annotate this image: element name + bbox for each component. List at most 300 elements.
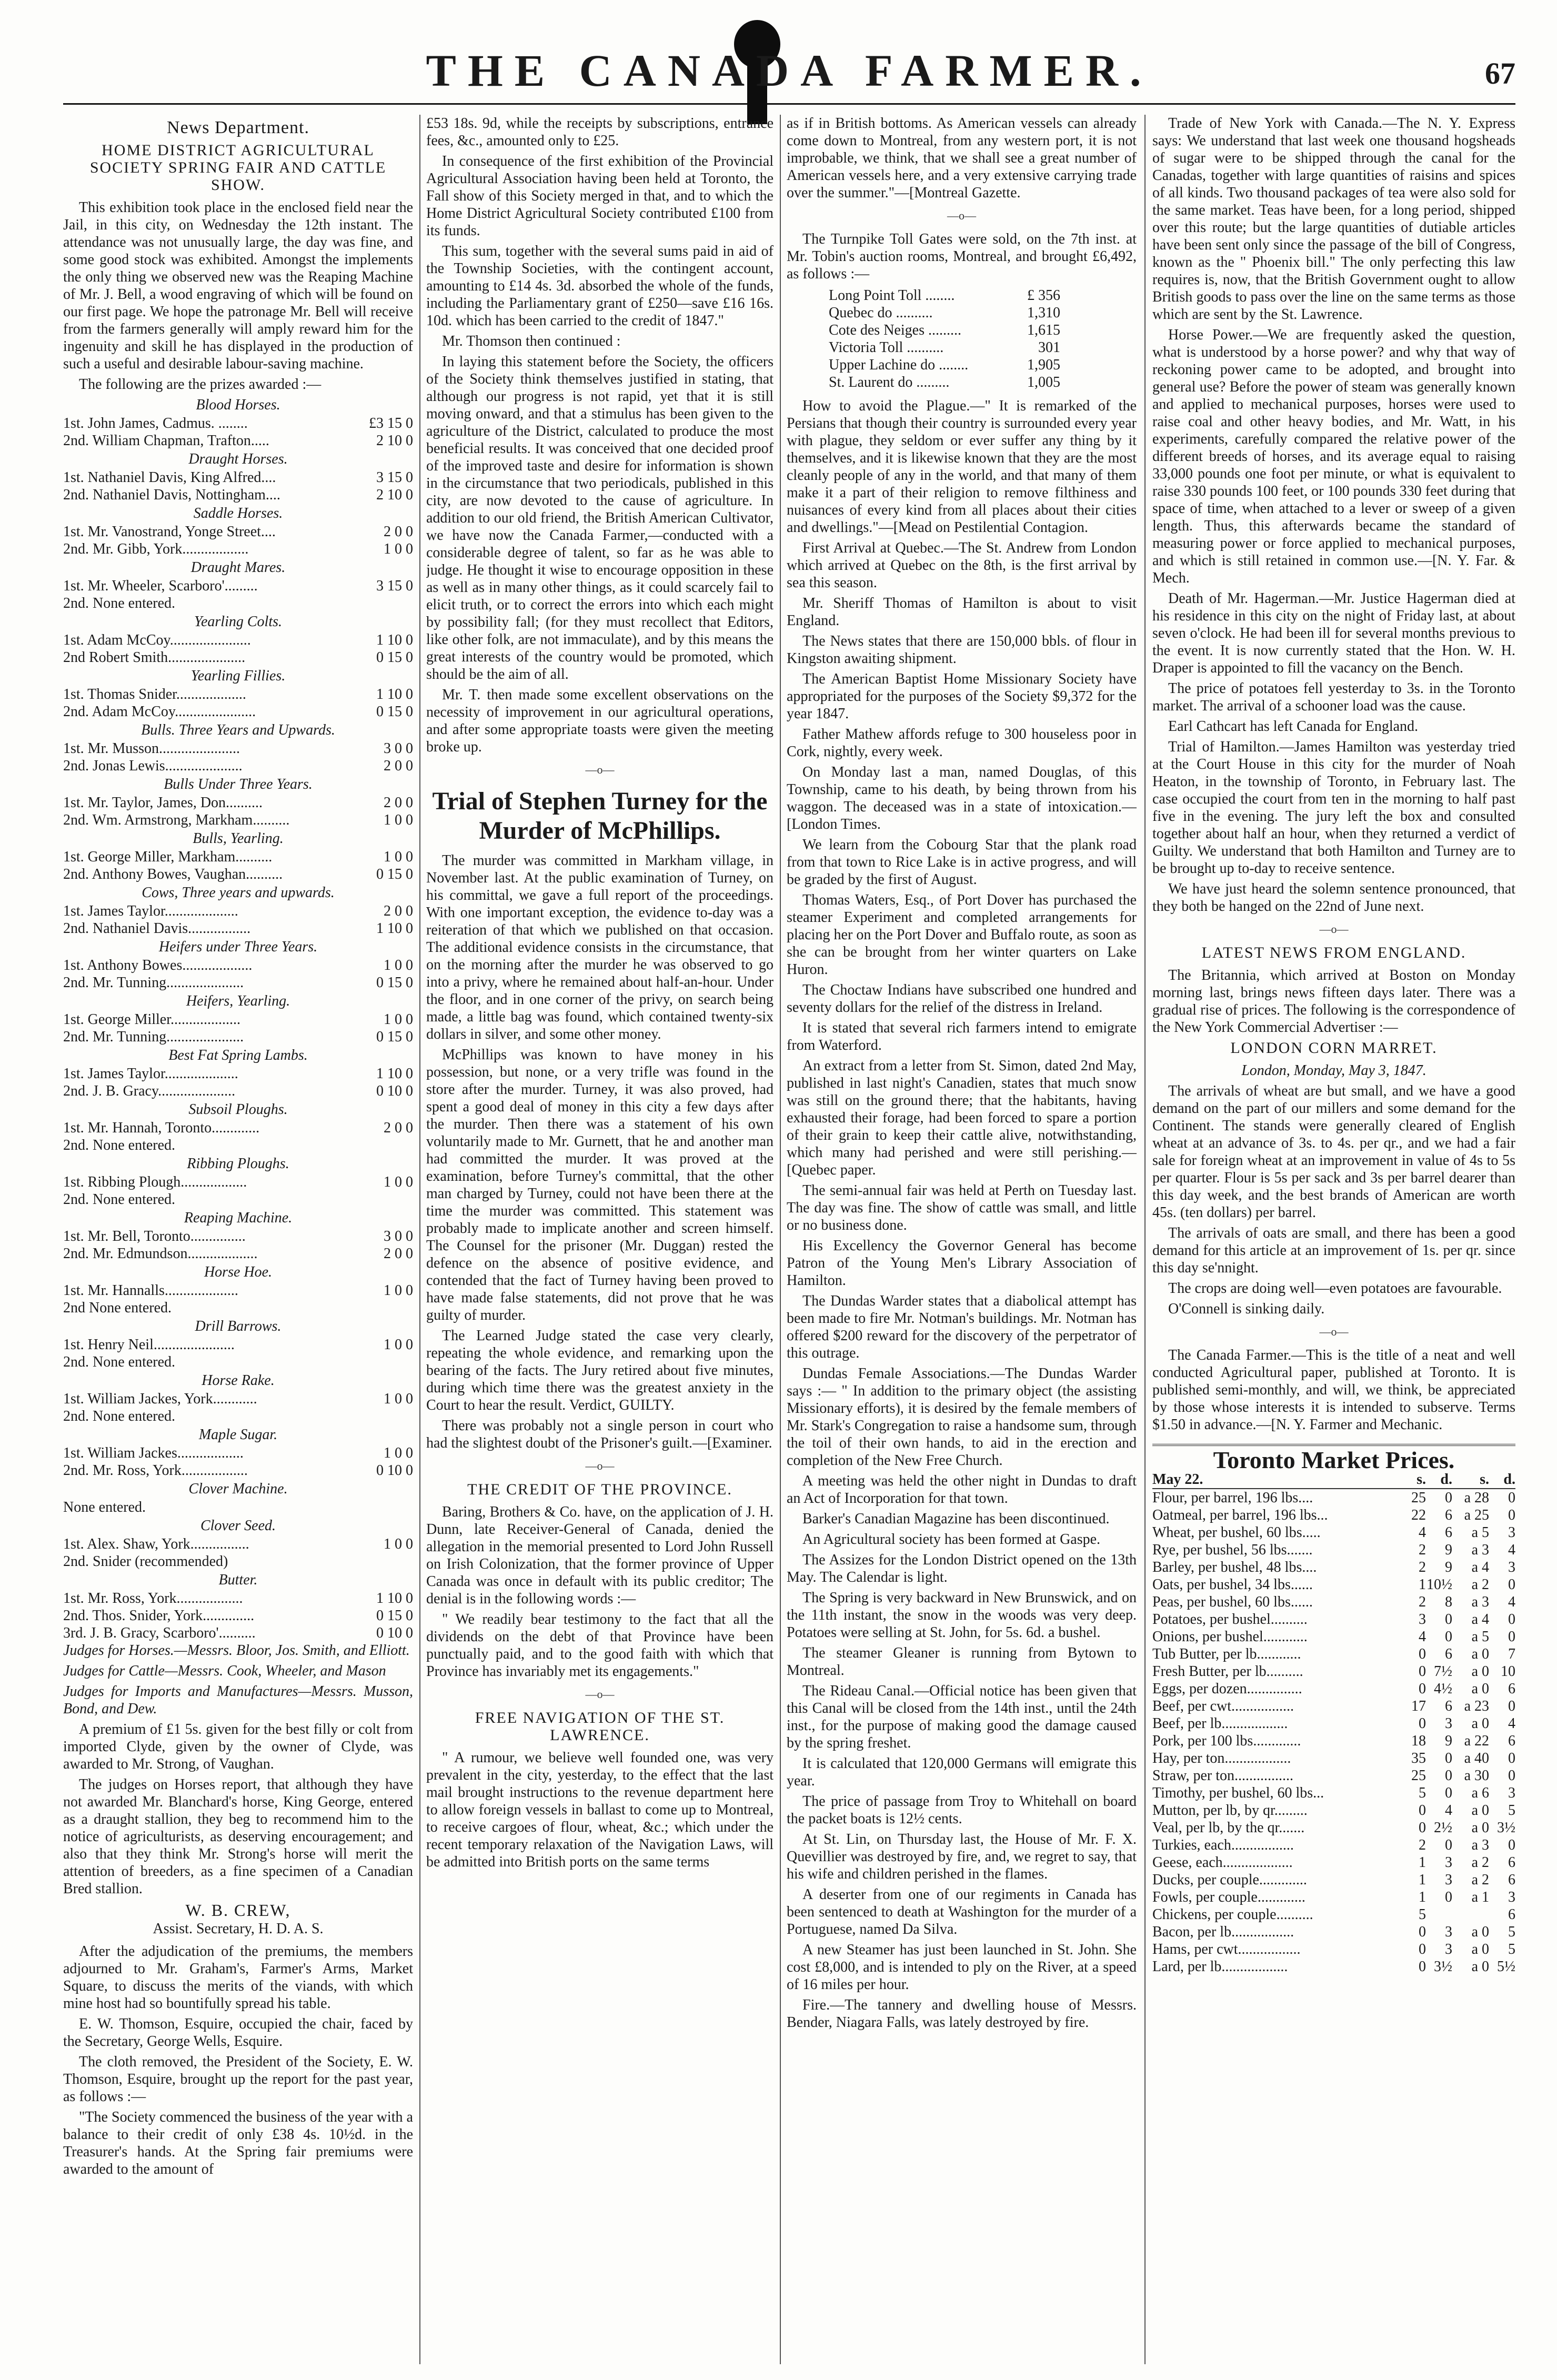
market-price: a 3 (1471, 1837, 1489, 1853)
prize-row (63, 974, 413, 991)
market-price: a 0 (1471, 1663, 1489, 1680)
market-row (1152, 1576, 1515, 1593)
article-paragraph: Father Mathew affords refuge to 300 houseless poor in Cork, nightly, every week. (787, 726, 1137, 760)
prize-winner: 1st. Mr. Taylor, James, Don.......... (63, 795, 263, 811)
prize-amount (408, 595, 413, 612)
article-paragraph: Horse Power.—We are frequently asked the question, what is understood by a horse power? and why that way of reckoning power came to be adopted, and brought into general use? Before the power of steam was generally known and applied to mechanical purposes, horses were used to raise coal and other heavy bodies, and Mr. Watt, in his experiments, carefully compared the relative power of the different breeds of horses, and its average equal to raising 33,000 pounds one foot per minute, or what is equivalent to raise 330 pounds 100 feet, or 100 pounds 330 feet during that space of time, when attached to a lever or sweep of a given length. Thus, this afterwards became the standard of measuring power or force applied to mechanical purposes, and which is still retained in common use.—[N. Y. Far. & Mech. (1152, 327, 1515, 586)
prize-winner: 2nd. None entered. (63, 1408, 176, 1424)
market-price: 0 (1419, 1941, 1426, 1957)
separator: —o— (585, 1688, 615, 1701)
prize-amount: 0 15 0 (376, 704, 413, 720)
market-col-header: s. (1480, 1471, 1489, 1488)
market-item: Tub Butter, per lb............ (1152, 1646, 1301, 1662)
prize-row (63, 1590, 413, 1607)
prize-row (63, 811, 413, 829)
market-row (1152, 1507, 1515, 1524)
market-price: a 4 (1471, 1611, 1489, 1628)
column-rule (419, 115, 420, 2364)
market-price: 0 (1445, 1490, 1452, 1506)
prize-row (63, 1408, 413, 1425)
article-paragraph: Mr. T. then made some excellent observations on the necessity of improvement in our agricultural operations, and after some appropriate toasts were given the meeting broke up. (426, 687, 774, 755)
toll-name: St. Laurent do ......... (829, 374, 950, 390)
prize-winner: 1st. James Taylor.................... (63, 903, 238, 919)
market-row (1152, 1923, 1515, 1941)
market-item: Pork, per 100 lbs............. (1152, 1733, 1301, 1749)
prize-amount: 1 10 0 (376, 1066, 413, 1082)
market-price: 0 (1419, 1646, 1426, 1662)
market-item: Lard, per lb.................. (1152, 1959, 1288, 1975)
market-price: 7 (1508, 1646, 1515, 1662)
market-row (1152, 1680, 1515, 1698)
market-row (1152, 1611, 1515, 1628)
toll-name: Upper Lachine do ........ (829, 357, 969, 373)
prize-row (63, 1065, 413, 1082)
prize-winner: 2nd. Mr. Tunning..................... (63, 975, 244, 991)
market-price: 0 (1419, 1663, 1426, 1680)
separator: —o— (947, 209, 976, 222)
article-paragraph: £53 18s. 9d, while the receipts by subscriptions, entrance fees, &c., amounted only to £25. (426, 115, 774, 149)
prize-row (63, 848, 413, 866)
article-headline: FREE NAVIGATION OF THE ST. LAWRENCE. (475, 1709, 725, 1744)
toll-amount: 1,905 (1027, 357, 1060, 373)
market-price: 17 (1411, 1698, 1426, 1714)
market-row (1152, 1958, 1515, 1975)
market-item: Peas, per bushel, 60 lbs...... (1152, 1594, 1313, 1610)
article-paragraph: The following are the prizes awarded :— (79, 376, 322, 393)
prize-amount: 1 0 0 (384, 1011, 413, 1028)
prize-category: Horse Hoe. (204, 1264, 273, 1280)
page-number: 67 (1485, 56, 1515, 91)
toll-name: Quebec do .......... (829, 305, 933, 321)
market-price: 5 (1419, 1906, 1426, 1923)
prize-row (63, 1028, 413, 1046)
market-row (1152, 1541, 1515, 1559)
market-price: 6 (1508, 1681, 1515, 1697)
market-price: a 5 (1471, 1524, 1489, 1541)
prize-row (63, 757, 413, 775)
market-price: 7½ (1434, 1663, 1452, 1680)
masthead-title: THE CANADA FARMER. (426, 45, 1153, 96)
market-price: a 0 (1471, 1941, 1489, 1957)
prize-category: Horse Rake. (202, 1372, 275, 1389)
prize-category: Ribbing Ploughs. (187, 1156, 289, 1172)
prize-amount: 1 0 0 (384, 1536, 413, 1552)
prize-winner: 1st. Ribbing Plough.................. (63, 1174, 247, 1190)
article-headline: THE CREDIT OF THE PROVINCE. (467, 1481, 732, 1498)
article-paragraph: The News states that there are 150,000 bbls. of flour in Kingston awaiting shipment. (787, 633, 1137, 667)
market-item: Flour, per barrel, 196 lbs.... (1152, 1490, 1313, 1506)
prize-amount: 0 15 0 (376, 1608, 413, 1624)
prize-winner: 2nd. Nathaniel Davis, Nottingham.... (63, 487, 280, 503)
market-date: May 22. (1152, 1471, 1203, 1488)
market-price: 5 (1419, 1785, 1426, 1801)
market-price: 6 (1445, 1524, 1452, 1541)
market-price: 35 (1411, 1750, 1426, 1766)
market-prices-title: Toronto Market Prices. (1152, 1444, 1515, 1469)
market-price: 0 (1508, 1837, 1515, 1853)
market-row (1152, 1906, 1515, 1923)
prize-amount: 0 10 0 (376, 1625, 413, 1641)
market-item: Oatmeal, per barrel, 196 lbs... (1152, 1507, 1328, 1523)
article-paragraph: Mr. Sheriff Thomas of Hamilton is about to visit England. (787, 595, 1137, 629)
market-price: 9 (1445, 1733, 1452, 1749)
prize-row (63, 1282, 413, 1299)
market-price: 3 (1508, 1889, 1515, 1905)
prize-row (63, 595, 413, 612)
market-row (1152, 1698, 1515, 1715)
prize-winner: 2nd. None entered. (63, 595, 176, 611)
prize-winner: 2nd. Thos. Snider, York.............. (63, 1608, 255, 1624)
prize-amount (408, 1499, 413, 1516)
toll-row (829, 322, 1060, 339)
market-item: Beef, per cwt................. (1152, 1698, 1294, 1714)
market-row (1152, 1941, 1515, 1958)
prize-row (63, 1535, 413, 1553)
market-col-header: s. (1417, 1471, 1426, 1488)
article-paragraph: Trade of New York with Canada.—The N. Y. Express says: We understand that last week one thousand hogsheads of sugar were to be shipped through the canal for the Canadas, together with large quantities of raisins and spices of all kinds. Two thousand packages of tea were also sold for the same market. Teas have been, for a long period, shipped over this route; but the large quantities of dutiable articles have been sent only since the passage of the bill of Congress, known as the " Phoenix bill." The only perfecting this law requires is, now, that the British Government ought to allow British goods to pass over the line on the same terms as those which are sent by the St. Lawrence. (1152, 115, 1515, 323)
market-price: 22 (1411, 1507, 1426, 1523)
market-price: 3 (1445, 1872, 1452, 1888)
market-item: Potatoes, per bushel.......... (1152, 1611, 1308, 1628)
market-price: 2½ (1434, 1820, 1452, 1836)
prize-category: Maple Sugar. (198, 1427, 278, 1443)
market-price: 25 (1411, 1490, 1426, 1506)
prize-category: Reaping Machine. (184, 1210, 293, 1226)
article-paragraph: The judges on Horses report, that although they have not awarded Mr. Blanchard's horse, King George, entered as a draught stallion, they beg to recommend him to the notice of agriculturists, as deserving encouragement; and also that they think Mr. Strong's horse will merit the attention of breeders, as a fine specimen of a Canadian Bred stallion. (63, 1776, 413, 1897)
signature-name: W. B. CREW, (185, 1901, 291, 1920)
market-price: a 30 (1464, 1768, 1489, 1784)
market-price: 2 (1419, 1559, 1426, 1575)
prize-winner: 1st. Adam McCoy...................... (63, 632, 251, 648)
article-paragraph: Trial of Hamilton.—James Hamilton was yesterday tried at the Court House in this city for the murder of Noah Heaton, in the township of Toronto, in February last. The case occupied the court from ten in the morning to half past five in the evening. The jury left the box and consulted together about half an hour, when they returned a verdict of Guilty. We understand that both Hamilton and Turney are to be brought up to-day to receive sentence. (1152, 739, 1515, 877)
prize-amount: 2 10 0 (376, 487, 413, 503)
prize-row (63, 1553, 413, 1570)
market-price: 0 (1419, 1715, 1426, 1732)
prize-winner: 1st. Mr. Bell, Toronto............... (63, 1228, 246, 1244)
article-paragraph: The price of potatoes fell yesterday to 3s. in the Toronto market. The arrival of a schooner load was the cause. (1152, 680, 1515, 714)
market-item: Hay, per ton.................. (1152, 1750, 1291, 1766)
market-item: Oats, per bushel, 34 lbs...... (1152, 1576, 1313, 1593)
prize-row (63, 523, 413, 540)
prize-row (63, 740, 413, 757)
market-price: 0 (1445, 1768, 1452, 1784)
market-item: Wheat, per bushel, 60 lbs..... (1152, 1524, 1321, 1541)
prize-amount: 0 10 0 (376, 1083, 413, 1099)
prize-category: Clover Seed. (200, 1518, 276, 1534)
prize-winner: 1st. Mr. Musson...................... (63, 740, 240, 757)
article-paragraph: An extract from a letter from St. Simon, dated 2nd May, published in last night's Canadien, states that much snow was still on the ground there; that the habitants, having exhausted their forage, had been forced to spare a portion of their grain to keep their cattle alive, notwithstanding, which many had perished and were still perishing.—[Quebec paper. (787, 1058, 1137, 1178)
prize-amount: 2 10 0 (376, 433, 413, 449)
market-row (1152, 1524, 1515, 1541)
market-price: a 23 (1464, 1698, 1489, 1714)
market-price: 0 (1445, 1629, 1452, 1645)
prize-category: Bulls, Yearling. (193, 830, 284, 847)
prize-winner: 2nd. None entered. (63, 1137, 176, 1153)
market-price: 0 (1419, 1959, 1426, 1975)
market-price: 6 (1508, 1733, 1515, 1749)
article-paragraph: At St. Lin, on Thursday last, the House of Mr. F. X. Quevillier was destroyed by fire, and, we regret to say, that his wife and children perished in the flames. (787, 1831, 1137, 1882)
market-price: 5 (1508, 1802, 1515, 1819)
article-paragraph: Dundas Female Associations.—The Dundas Warder says :— " In addition to the primary object (the assisting Missionary efforts), it is desired by the female members of Mr. Stark's Congregation to raise a handsome sum, through the toil of their own hands, to aid in the erection and completion of the New Free Church. (787, 1365, 1137, 1469)
market-price: a 0 (1471, 1715, 1489, 1732)
column-4 (1152, 115, 1515, 2364)
market-price: 1 (1419, 1576, 1426, 1593)
market-price: 5 (1508, 1941, 1515, 1957)
market-price: 0 (1419, 1681, 1426, 1697)
market-row (1152, 1784, 1515, 1802)
market-price: 25 (1411, 1768, 1426, 1784)
prize-winner: 1st. Henry Neil...................... (63, 1337, 235, 1353)
prize-row (63, 1462, 413, 1479)
market-price: 6 (1508, 1906, 1515, 1923)
market-table-header (1152, 1471, 1515, 1489)
prize-amount: 1 0 0 (384, 541, 413, 557)
prize-winner: 1st. James Taylor.................... (63, 1066, 238, 1082)
article-paragraph: The steamer Gleaner is running from Bytown to Montreal. (787, 1645, 1137, 1679)
prize-row (63, 469, 413, 486)
prize-row (63, 577, 413, 595)
market-col-header: d. (1440, 1471, 1452, 1488)
prize-row (63, 1390, 413, 1408)
prize-row (63, 703, 413, 720)
market-price: 6 (1445, 1507, 1452, 1523)
prize-winner: None entered. (63, 1499, 146, 1515)
article-paragraph: O'Connell is sinking daily. (1168, 1301, 1325, 1317)
market-row (1152, 1750, 1515, 1767)
article-paragraph: After the adjudication of the premiums, the members adjourned to Mr. Graham's, Farmer's Arms, Market Square, to discuss the merits of the viands, with which mine host had so bountifully spread his table. (63, 1943, 413, 2012)
judges-line: Judges for Horses.—Messrs. Bloor, Jos. Smith, and Elliott. (63, 1642, 410, 1659)
market-item: Onions, per bushel............ (1152, 1629, 1308, 1645)
market-price: 6 (1445, 1646, 1452, 1662)
market-row (1152, 1489, 1515, 1507)
prize-row (63, 957, 413, 974)
market-item: Turkies, each................. (1152, 1837, 1294, 1853)
market-price: 2 (1419, 1594, 1426, 1610)
column-1 (63, 115, 413, 2364)
prize-winner: 2nd. Mr. Tunning..................... (63, 1029, 244, 1045)
prize-winner: 1st. George Miller, Markham.......... (63, 849, 273, 865)
prize-winner: 1st. Mr. Wheeler, Scarboro'......... (63, 578, 258, 594)
market-row (1152, 1871, 1515, 1889)
market-item: Straw, per ton................ (1152, 1768, 1294, 1784)
prize-winner: 3rd. J. B. Gracy, Scarboro'.......... (63, 1625, 256, 1641)
market-price: 0 (1445, 1750, 1452, 1766)
judges-line: Judges for Imports and Manufactures—Messrs. Musson, Bond, and Dew. (63, 1683, 413, 1717)
article-paragraph: The price of passage from Troy to Whitehall on board the packet boats is 12½ cents. (787, 1793, 1137, 1827)
market-price: a 1 (1471, 1889, 1489, 1905)
prize-category: Bulls Under Three Years. (164, 776, 313, 792)
market-price: 5½ (1497, 1959, 1515, 1975)
prize-amount: 1 0 0 (384, 957, 413, 973)
market-price: a 3 (1471, 1594, 1489, 1610)
toll-row (829, 374, 1060, 391)
article-paragraph: The arrivals of oats are small, and there has been a good demand for this article at an improvement of 1s. per qr. since this day se'nnight. (1152, 1225, 1515, 1276)
market-item: Chickens, per couple.......... (1152, 1906, 1313, 1923)
market-price: 0 (1445, 1889, 1452, 1905)
prize-row (63, 1137, 413, 1154)
market-price: 3 (1508, 1524, 1515, 1541)
prize-amount: 1 0 0 (384, 1174, 413, 1190)
article-paragraph: This exhibition took place in the enclosed field near the Jail, in this city, on Wednesday the 12th instant. The attendance was not unusually large, the day was fine, and some good stock was exhibited. Amongst the implements the only thing we observed new was the Reaping Machine of Mr. J. Bell, a wood engraving of which will be found on our first page. We hope the patronage Mr. Bell will receive from the farmers generally will amply reward him for the ingenuity and skill he has displayed in the production of such a useful and desirable labour-saving machine. (63, 199, 413, 372)
separator: —o— (1319, 1325, 1349, 1338)
market-price: 0 (1419, 1924, 1426, 1940)
prize-row (63, 902, 413, 920)
prize-winner: 2nd Robert Smith..................... (63, 649, 246, 666)
article-paragraph: It is stated that several rich farmers intend to emigrate from Waterford. (787, 1020, 1137, 1053)
prize-winner: 1st. Mr. Vanostrand, Yonge Street.... (63, 524, 276, 540)
prize-amount: 1 0 0 (384, 1391, 413, 1407)
prize-row (63, 920, 413, 937)
article-paragraph: The arrivals of wheat are but small, and we have a good demand on the part of our millers and some demand for the Continent. The stands were generally cleared of English wheat at an advance of 3s. to 4s. per qr., and we had a fair sale for foreign wheat at an improvement in value of 4s to 5s per quarter. Flour is 5s per sack and 3s per barrel dearer than this day week, and the best brands of American are worth 45s. (ten dollars) per barrel. (1152, 1083, 1515, 1221)
article-paragraph: There was probably not a single person in court who had the slightest doubt of the Prisoner's guilt.—[Examiner. (426, 1418, 774, 1451)
market-price: a 25 (1464, 1507, 1489, 1523)
market-price: a 0 (1471, 1802, 1489, 1819)
prize-category: Yearling Colts. (194, 614, 282, 630)
prize-winner: 1st. Nathaniel Davis, King Alfred.... (63, 469, 276, 486)
toll-name: Victoria Toll .......... (829, 339, 944, 356)
article-paragraph: E. W. Thomson, Esquire, occupied the chair, faced by the Secretary, George Wells, Esquire. (63, 2016, 413, 2050)
prize-winner: 2nd. None entered. (63, 1191, 176, 1208)
market-price: 2 (1419, 1837, 1426, 1853)
article-paragraph: We have just heard the solemn sentence pronounced, that they both be hanged on the 22nd of June next. (1152, 881, 1515, 915)
section-heading: News Department. (167, 118, 309, 137)
market-price: 3 (1445, 1715, 1452, 1732)
market-price: 3½ (1497, 1820, 1515, 1836)
prize-amount: 1 10 0 (376, 686, 413, 702)
article-headline: Trial of Stephen Turney for the Murder of McPhillips. (432, 787, 768, 845)
masthead (63, 19, 1515, 105)
prize-row (63, 432, 413, 449)
market-price: 3 (1508, 1785, 1515, 1801)
market-price: 0 (1445, 1611, 1452, 1628)
prize-amount: 2 0 0 (384, 1246, 413, 1262)
column-rule (1144, 115, 1146, 2364)
market-price: 10 (1501, 1663, 1515, 1680)
prize-row (63, 415, 413, 432)
market-price: a 2 (1471, 1576, 1489, 1593)
prize-amount: 0 15 0 (376, 1029, 413, 1045)
prize-winner: 2nd None entered. (63, 1300, 172, 1316)
prize-row (63, 1607, 413, 1624)
article-paragraph: First Arrival at Quebec.—The St. Andrew from London which arrived at Quebec on the 8th, is the first arrival by sea this season. (787, 540, 1137, 591)
column-2 (426, 115, 774, 2364)
article-paragraph: His Excellency the Governor General has become Patron of the Young Men's Library Association of Hamilton. (787, 1238, 1137, 1289)
article-headline: LONDON CORN MARRET. (1230, 1039, 1438, 1057)
separator: —o— (585, 1459, 615, 1472)
market-price: 3 (1445, 1854, 1452, 1871)
market-item: Hams, per cwt................. (1152, 1941, 1301, 1957)
article-paragraph: Earl Cathcart has left Canada for England. (1168, 718, 1419, 735)
market-price: 4½ (1434, 1681, 1452, 1697)
article-paragraph: How to avoid the Plague.—" It is remarked of the Persians that though their country is surrounded every year with plague, they seldom or ever suffer any thing by it themselves, and it is likewise known that they are the most cleanly people of any in the world, and that many of them make it a part of their religion to remove filthiness and nuisances of every kind from all places about their cities and dwellings."—[Mead on Pestilential Contagion. (787, 398, 1137, 536)
market-price: 0 (1508, 1576, 1515, 1593)
prize-row (63, 486, 413, 504)
market-price: 1 (1419, 1889, 1426, 1905)
prize-winner: 2nd. Anthony Bowes, Vaughan.......... (63, 866, 283, 882)
article-paragraph: McPhillips was known to have money in his possession, but none, or a very trifle was found in the store after the murder. Turney, it was also proved, had spent a good deal of money in this city a few days after the murder. Then there was a statement of his own voluntarily made to Mr. Gurnett, that he and another man had committed the murder. It was proved at the examination, before Turney's committal, that the other man charged by Turney, could not have been there at the time the murder was committed. This statement was probably made to implicate another and screen himself. The Counsel for the prisoner (Mr. Duggan) rested the defence on the absence of positive evidence, and contended that the fact of Turney having been proved to have made false statements, did not prove that he was guilty of murder. (426, 1047, 774, 1323)
market-price: a 5 (1471, 1629, 1489, 1645)
prize-amount (408, 1408, 413, 1425)
market-col-header: d. (1503, 1471, 1515, 1488)
toll-amount: 1,615 (1027, 322, 1060, 338)
separator: —o— (1319, 922, 1349, 936)
article-paragraph: The murder was committed in Markham village, in November last. At the public examination of Turney, on his committal, we gave a full report of the proceedings. With one important exception, the evidence to-day was a reiteration of that which we published on that occasion. The additional evidence consists in the circumstance, that on the morning after the murder he was observed to go into a privy, where he remained about half-an-hour. Under the floor, and in one corner of the privy, on search being made, a little bag was found, which contained twenty-six dollars in silver, and some other money. (426, 852, 774, 1042)
market-price: 3 (1445, 1941, 1452, 1957)
prize-category: Bulls. Three Years and Upwards. (141, 722, 335, 738)
prize-row (63, 1336, 413, 1353)
article-paragraph: The Assizes for the London District opened on the 13th May. The Calendar is light. (787, 1552, 1137, 1585)
article-paragraph: A deserter from one of our regiments in Canada has been sentenced to death at Washington for the murder of a Portuguese, named Da Silva. (787, 1886, 1137, 1937)
market-item: Mutton, per lb, by qr......... (1152, 1802, 1308, 1819)
article-paragraph: Baring, Brothers & Co. have, on the application of J. H. Dunn, late Receiver-General of Canada, denied the allegation in the memorial presented to Lord John Russell on Irish Colonization, that the former province of Upper Canada was once in default with its public creditor; The denial is in the following words :— (426, 1504, 774, 1607)
prize-row (63, 1299, 413, 1317)
market-row (1152, 1645, 1515, 1663)
market-price: 3 (1445, 1924, 1452, 1940)
article-paragraph: The Rideau Canal.—Official notice has been given that this Canal will be closed from the 14th inst., until the 24th inst., for the purpose of making good the damage caused by the spring freshet. (787, 1683, 1137, 1751)
market-price: 3 (1419, 1611, 1426, 1628)
toll-name: Cote des Neiges ......... (829, 322, 961, 338)
prize-amount: £3 15 0 (369, 415, 413, 431)
toll-amount: 301 (1038, 339, 1060, 356)
market-price: 5 (1508, 1924, 1515, 1940)
market-price: 3½ (1434, 1959, 1452, 1975)
toll-name: Long Point Toll ........ (829, 287, 955, 304)
prize-category: Heifers under Three Years. (158, 939, 318, 955)
article-paragraph: A meeting was held the other night in Dundas to draft an Act of Incorporation for that town. (787, 1473, 1137, 1507)
market-price: 0 (1419, 1802, 1426, 1819)
prize-winner: 2nd. Adam McCoy...................... (63, 704, 256, 720)
market-price: 0 (1508, 1507, 1515, 1523)
column-rule (780, 115, 781, 2364)
prize-amount: 2 0 0 (384, 1120, 413, 1136)
prize-winner: 2nd. Mr. Gibb, York.................. (63, 541, 249, 557)
article-paragraph: The semi-annual fair was held at Perth on Tuesday last. The day was fine. The show of cattle was small, and little or no business done. (787, 1182, 1137, 1233)
prize-row (63, 1119, 413, 1137)
prize-amount (408, 1299, 413, 1317)
market-price (1452, 1906, 1489, 1923)
prize-amount (408, 1353, 413, 1371)
article-paragraph: Mr. Thomson then continued : (442, 333, 621, 349)
prize-amount: 1 0 0 (384, 1282, 413, 1299)
judges-line: Judges for Cattle—Messrs. Cook, Wheeler, and Mason (63, 1663, 386, 1679)
market-price: 8 (1445, 1594, 1452, 1610)
prize-amount (408, 1191, 413, 1208)
market-price: 10½ (1427, 1576, 1452, 1593)
prize-winner: 1st. Anthony Bowes................... (63, 957, 253, 973)
prize-row (63, 1173, 413, 1191)
market-row (1152, 1819, 1515, 1836)
market-row (1152, 1732, 1515, 1750)
market-price: 4 (1419, 1629, 1426, 1645)
market-row (1152, 1559, 1515, 1576)
prize-amount: 3 15 0 (376, 578, 413, 594)
prize-row (63, 1191, 413, 1208)
market-item: Rye, per bushel, 56 lbs....... (1152, 1542, 1313, 1558)
prize-amount: 1 10 0 (376, 1590, 413, 1606)
article-paragraph: The Learned Judge stated the case very clearly, repeating the whole evidence, and remarking upon the bearing of the facts. The Jury retired about five minutes, during which time there was the greatest anxiety in the Court to hear the result. Verdict, GUILTY. (426, 1328, 774, 1413)
market-row (1152, 1715, 1515, 1732)
prize-amount: 0 15 0 (376, 975, 413, 991)
prize-winner: 2nd. None entered. (63, 1354, 176, 1370)
prize-list (63, 396, 413, 1642)
separator: —o— (585, 763, 615, 776)
article-paragraph: An Agricultural society has been formed at Gaspe. (802, 1531, 1101, 1548)
prize-category: Draught Mares. (190, 559, 286, 576)
prize-winner: 1st. John James, Cadmus. ........ (63, 415, 248, 431)
prize-amount: 3 0 0 (384, 1228, 413, 1244)
market-price: 6 (1445, 1698, 1452, 1714)
prize-row (63, 866, 413, 883)
